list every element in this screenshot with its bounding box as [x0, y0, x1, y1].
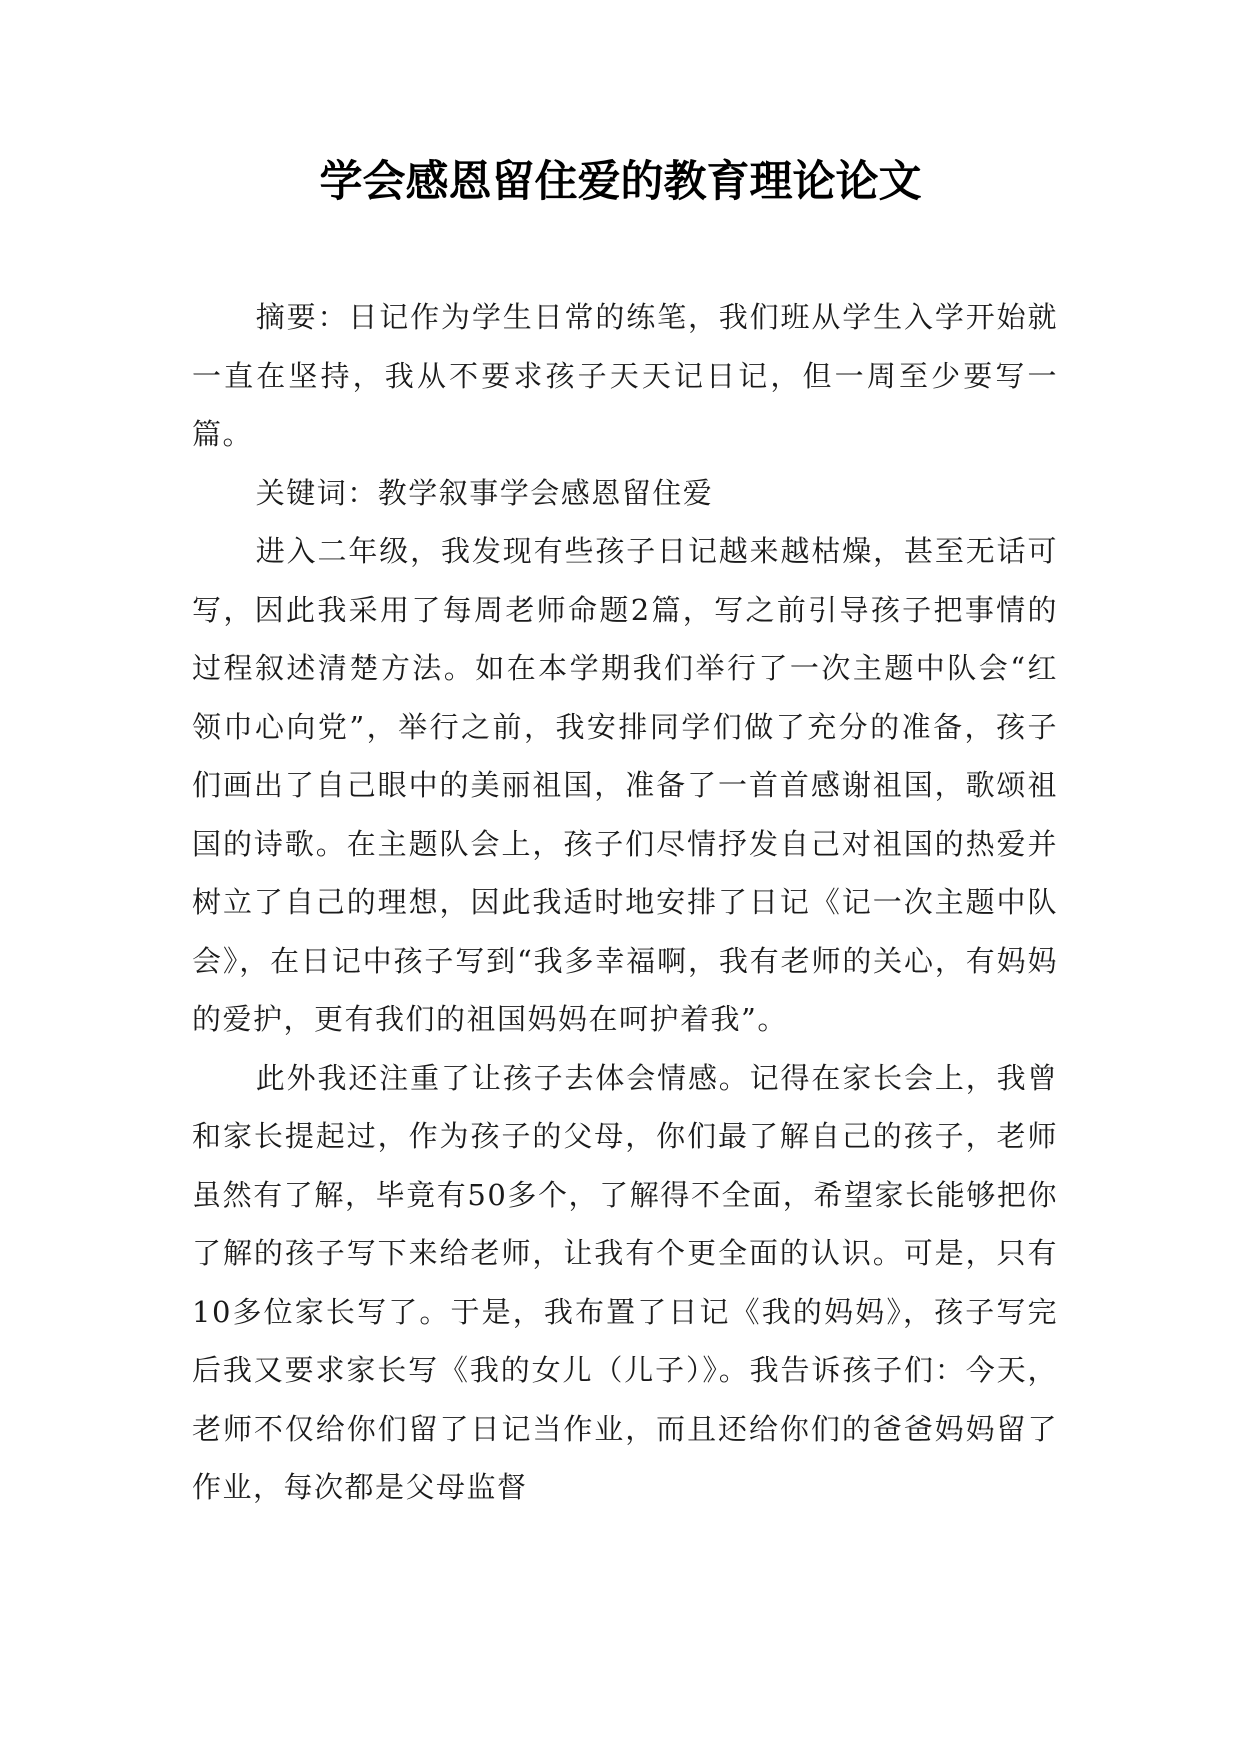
document-title: 学会感恩留住爱的教育理论论文 — [319, 157, 922, 207]
keywords-paragraph: 关键词：教学叙事学会感恩留住爱 — [255, 475, 714, 510]
body-paragraph: 此外我还注重了让孩子去体会情感。记得在家长会上，我曾和家长提起过，作为孩子的父母，你们最了解自己的孩子，老师虽然有了解，毕竟有50多个，了解得不全面，希望家长能够把你了解的孩子写下来给老师，让我有个更全面的认识。可是，只有10多位家长写了。于是，我布置了日记《我的妈妈》，孩子写完后我又要求家长写《我的女儿（儿子）》。我告诉孩子们：今天，老师不仅给你们留了日记当作业，而且还给你们的爸爸妈妈留了作业，每次都是父母监督 — [192, 1060, 1058, 1504]
abstract-paragraph: 摘要：日记作为学生日常的练笔，我们班从学生入学开始就一直在坚持，我从不要求孩子天天记日记，但一周至少要写一篇。 — [192, 300, 1058, 451]
document-body — [192, 288, 1058, 1517]
body-paragraph: 进入二年级，我发现有些孩子日记越来越枯燥，甚至无话可写，因此我采用了每周老师命题2篇，写之前引导孩子把事情的过程叙述清楚方法。如在本学期我们举行了一次主题中队会“红领巾心向党”，举行之前，我安排同学们做了充分的准备，孩子们画出了自己眼中的美丽祖国，准备了一首首感谢祖国，歌颂祖国的诗歌。在主题队会上，孩子们尽情抒发自己对祖国的热爱并树立了自己的理想，因此我适时地安排了日记《记一次主题中队会》，在日记中孩子写到“我多幸福啊，我有老师的关心，有妈妈的爱护，更有我们的祖国妈妈在呵护着我”。 — [192, 534, 1058, 1036]
